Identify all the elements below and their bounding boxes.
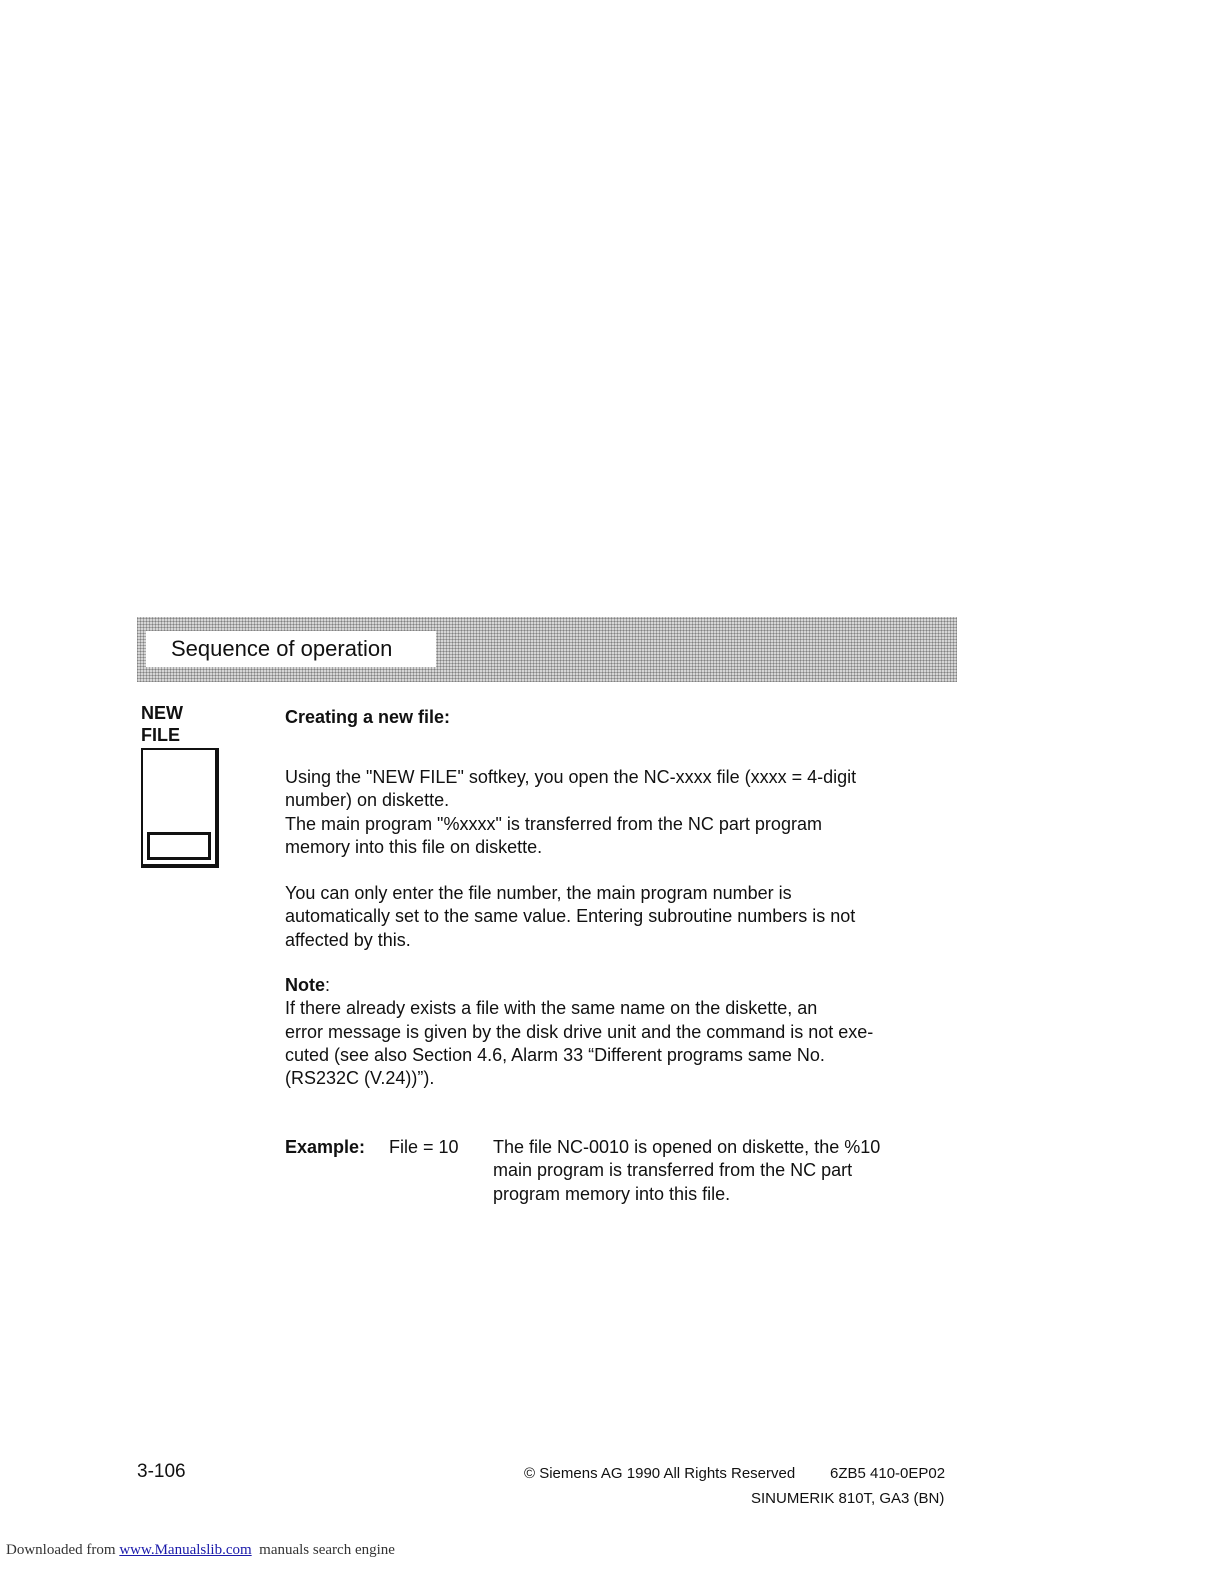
text-line: main program is transferred from the NC part: [493, 1160, 853, 1181]
note-colon: :: [325, 975, 331, 995]
text-line: cuted (see also Section 4.6, Alarm 33 “Different programs same No.: [285, 1044, 825, 1065]
note-block: [285, 974, 935, 1090]
text-line: The main program "%xxxx" is transferred from the NC part program: [285, 813, 822, 834]
text-line: number) on diskette.: [285, 790, 450, 811]
text-line: If there already exists a file with the same name on the diskette, an: [285, 998, 818, 1019]
softkey-inner-box: [147, 832, 211, 860]
softkey-label-line2: FILE: [141, 725, 180, 745]
page-number: 3-106: [137, 1461, 186, 1482]
manualslib-link[interactable]: www.Manualslib.com: [119, 1542, 252, 1558]
example-description: [493, 1136, 933, 1206]
text-line: program memory into this file.: [493, 1183, 731, 1204]
text-line: error message is given by the disk drive unit and the command is not exe-: [285, 1021, 874, 1042]
section-title: Sequence of operation: [146, 631, 436, 667]
example-label: Example:: [285, 1137, 366, 1157]
example-file: File = 10: [389, 1137, 459, 1157]
download-notice: [6, 1542, 395, 1559]
copyright-notice: © Siemens AG 1990 All Rights Reserved: [524, 1465, 796, 1482]
subsection-heading: Creating a new file:: [285, 707, 451, 727]
softkey-label: [141, 702, 183, 746]
product-name: SINUMERIK 810T, GA3 (BN): [751, 1490, 945, 1507]
document-code: 6ZB5 410-0EP02: [830, 1465, 946, 1482]
download-suffix: manuals search engine: [251, 1542, 395, 1558]
text-line: affected by this.: [285, 929, 411, 950]
paragraph-intro: [285, 766, 935, 859]
text-line: You can only enter the file number, the main program number is: [285, 883, 792, 903]
note-title: Note: [285, 975, 325, 995]
softkey-icon: [141, 748, 219, 868]
paragraph-file-number: [285, 882, 935, 952]
text-line: memory into this file on diskette.: [285, 836, 543, 857]
text-line: automatically set to the same value. Entering subroutine numbers is not: [285, 906, 856, 927]
text-line: The file NC-0010 is opened on diskette, the %10: [493, 1137, 881, 1157]
section-header-band: [137, 617, 957, 682]
text-line: Using the "NEW FILE" softkey, you open the NC-xxxx file (xxxx = 4-digit: [285, 767, 857, 787]
softkey-label-line1: NEW: [141, 703, 183, 723]
download-prefix: Downloaded from: [6, 1542, 120, 1558]
text-line: (RS232C (V.24))”).: [285, 1068, 435, 1089]
note-heading: [285, 974, 935, 997]
